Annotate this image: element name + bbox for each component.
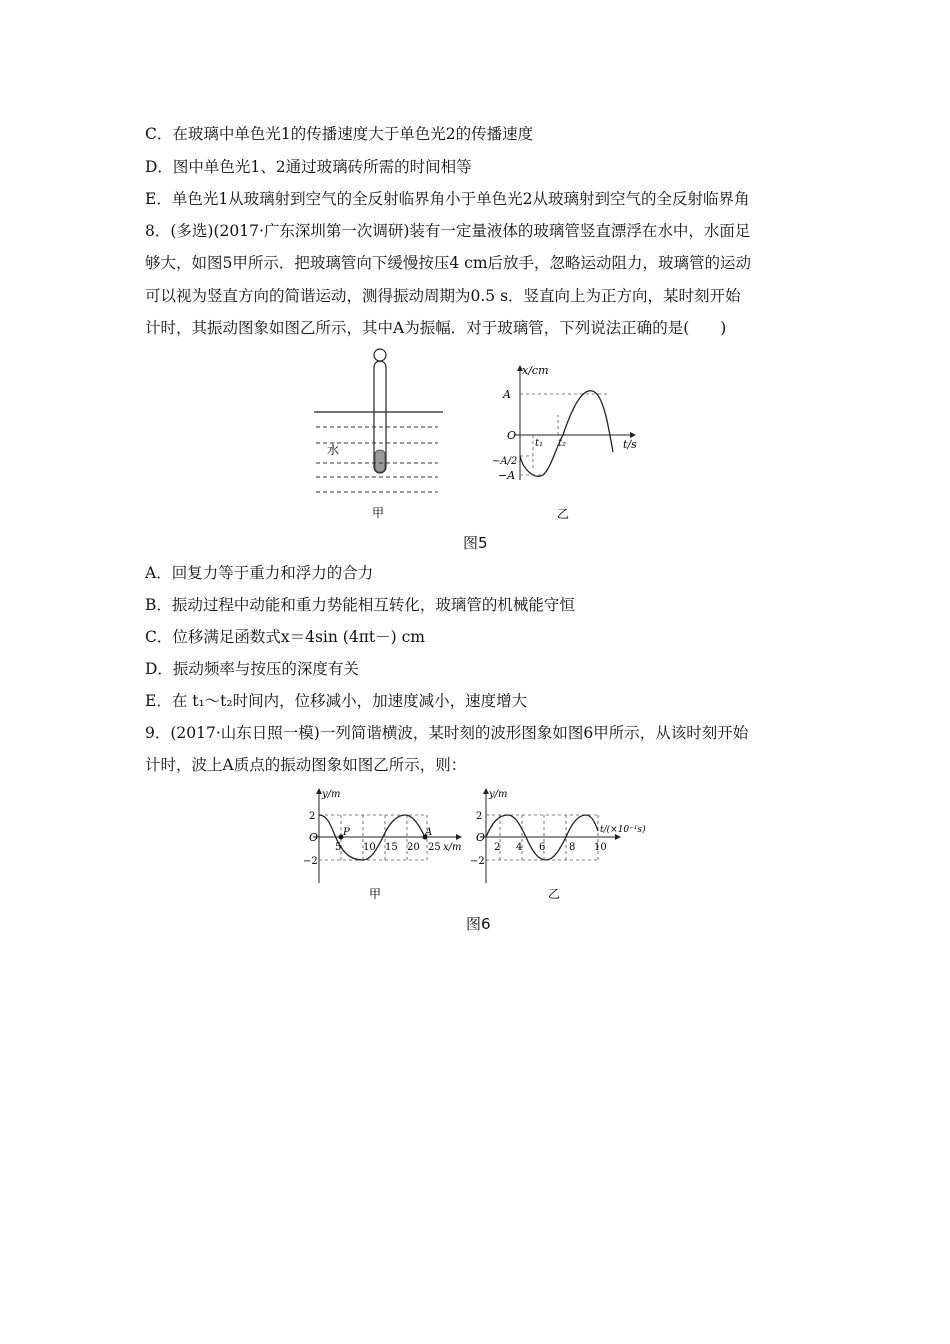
y-tick-a: A [503,388,511,401]
q8-line-1: 8．(多选)(2017·广东深圳第一次调研)装有一定量液体的玻璃管竖直漂浮在水中，水面足 [145,222,751,240]
figure5-vibration-graph [485,360,655,525]
figure6-left-label: 甲 [369,887,382,901]
wave-y-tick-neg2: −2 [303,856,318,867]
vib-x-tick-4: 4 [516,842,523,853]
wave-x-tick-5: 5 [335,842,342,853]
figure5-right-label: 乙 [557,507,570,521]
q8-option-a: A．回复力等于重力和浮力的合力 [145,564,374,582]
figure6-caption: 图6 [466,915,491,933]
origin-label: O [507,429,517,442]
figure6-wave-graph [295,785,470,905]
vib-y-tick-2: 2 [476,811,483,822]
option-c-prev: C．在玻璃中单色光1的传播速度大于单色光2的传播速度 [145,125,534,143]
t-axis-label: t/s [623,438,637,451]
wave-x-label: x/m [443,842,462,853]
vib-y-tick-neg2: −2 [470,856,485,867]
wave-x-tick-20: 20 [407,842,420,853]
vib-x-tick-2: 2 [494,842,501,853]
wave-origin: O [309,831,319,844]
figure5-left-label: 甲 [372,506,385,520]
vib-origin: O [476,831,486,844]
vib-x-tick-10: 10 [594,842,607,853]
point-a-label: A [425,827,433,838]
wave-x-tick-25: 25 [428,842,441,853]
q8-option-c: C．位移满足函数式x＝4sin (4πt－) cm [145,628,425,646]
y-tick-neg-a: −A [498,469,516,482]
wave-x-tick-10: 10 [363,842,376,853]
option-d-prev: D．图中单色光1、2通过玻璃砖所需的时间相等 [145,158,472,176]
q8-line-2: 够大，如图5甲所示．把玻璃管向下缓慢按压4 cm后放手，忽略运动阻力，玻璃管的运动 [145,254,752,272]
wave-x-tick-15: 15 [385,842,398,853]
t2-label: t₂ [558,438,567,449]
wave-y-label: y/m [322,789,341,800]
vibration-curve [520,391,613,477]
q9-line-2: 计时，波上A质点的振动图象如图乙所示，则： [145,756,467,774]
q8-line-3: 可以视为竖直方向的简谐运动，测得振动周期为0.5 s．竖直向上为正方向，某时刻开始 [145,287,741,305]
q8-line-4: 计时，其振动图象如图乙所示，其中A为振幅．对于玻璃管，下列说法正确的是( ) [145,319,727,337]
y-tick-half-a: −A/2 [492,456,518,467]
wave-y-tick-2: 2 [309,811,316,822]
vib-x-label: t/(×10⁻¹s) [600,825,646,835]
point-p-label: P [343,827,350,838]
vib-y-label: y/m [489,789,508,800]
q8-option-b: B．振动过程中动能和重力势能相互转化，玻璃管的机械能守恒 [145,596,575,614]
t1-label: t₁ [535,438,544,449]
water-label: 水 [327,443,340,457]
q9-line-1: 9．(2017·山东日照一模)一列简谐横波，某时刻的波形图象如图6甲所示，从该时刻开始 [145,724,749,742]
figure6-vibration-graph [470,785,650,905]
figure5-caption: 图5 [463,534,488,552]
figure5-tube-diagram [300,345,460,525]
q8-option-d: D．振动频率与按压的深度有关 [145,660,359,678]
q8-option-e: E．在 t₁～t₂时间内，位移减小，加速度减小，速度增大 [145,692,528,710]
y-axis-label: x/cm [522,364,549,377]
vib-x-tick-8: 8 [569,842,576,853]
option-e-prev: E．单色光1从玻璃射到空气的全反射临界角小于单色光2从玻璃射到空气的全反射临界角 [145,190,750,208]
vib-x-tick-6: 6 [539,842,546,853]
figure6-right-label: 乙 [548,887,561,901]
